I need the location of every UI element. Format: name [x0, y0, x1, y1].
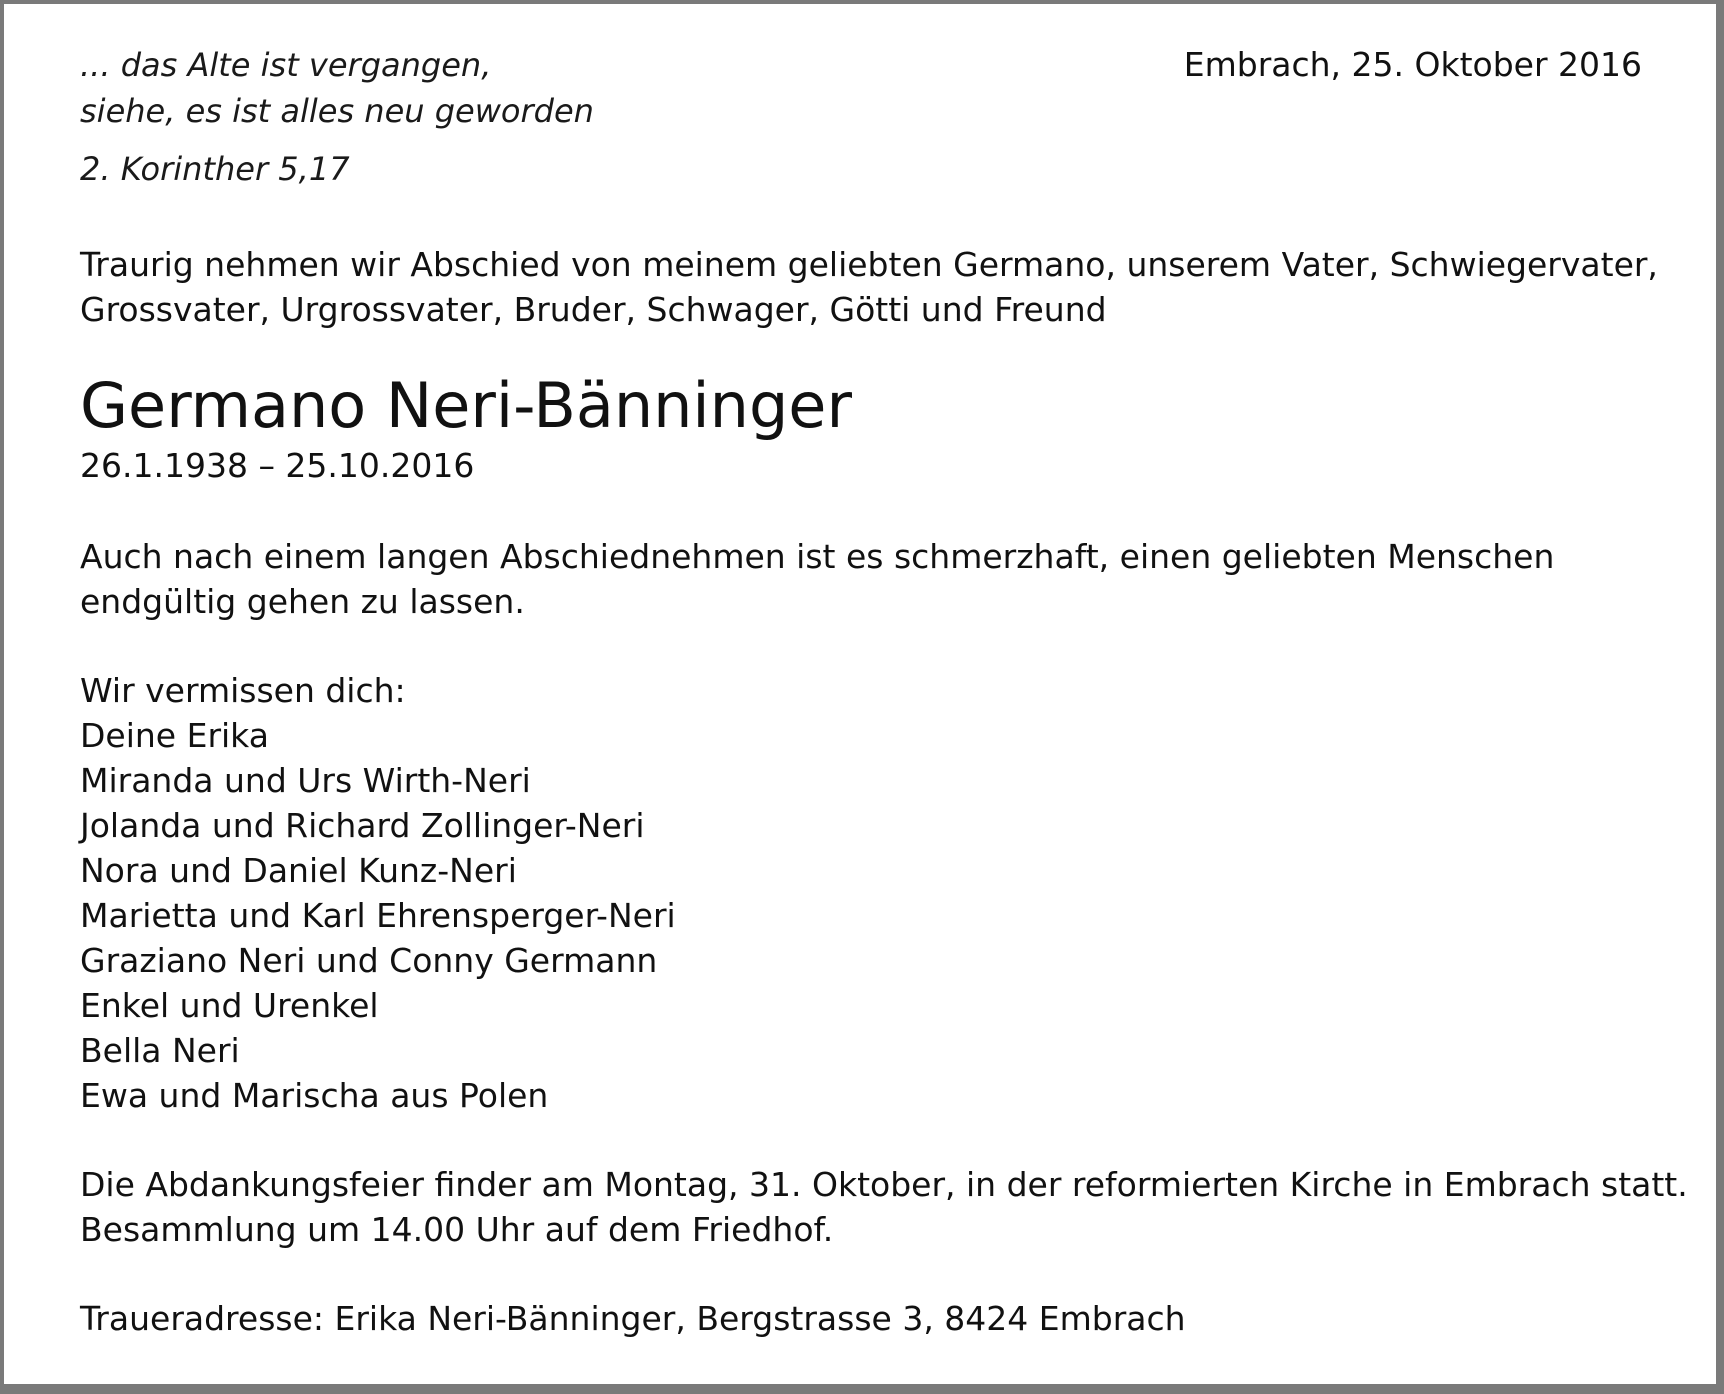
farewell-line-1: Auch nach einem langen Abschiednehmen ist es schmerzhaft, einen geliebten Menschen — [80, 537, 1555, 576]
mourning-address: Traueradresse: Erika Neri-Bänninger, Bergstrasse 3, 8424 Embrach — [80, 1299, 1186, 1338]
farewell-line-2: endgültig gehen zu lassen. — [80, 582, 525, 621]
mourner-name: Enkel und Urenkel — [80, 986, 379, 1025]
intro-paragraph — [80, 242, 1658, 332]
mourners-heading: Wir vermissen dich: — [80, 671, 406, 710]
mourner-name: Bella Neri — [80, 1031, 240, 1070]
header-row — [80, 42, 1646, 192]
life-dates: 26.1.1938 – 25.10.2016 — [80, 446, 475, 485]
intro-line-2: Grossvater, Urgrossvater, Bruder, Schwager, Götti und Freund — [80, 290, 1107, 329]
bible-verse — [80, 42, 594, 192]
mourner-name: Miranda und Urs Wirth-Neri — [80, 761, 531, 800]
ceremony-paragraph — [80, 1162, 1688, 1252]
farewell-paragraph — [80, 534, 1640, 624]
deceased-name: Germano Neri-Bänninger — [80, 369, 852, 442]
ceremony-line-2: Besammlung um 14.00 Uhr auf dem Friedhof. — [80, 1210, 834, 1249]
mourners-list — [80, 668, 1646, 1118]
place-date: Embrach, 25. Oktober 2016 — [1183, 45, 1642, 84]
mourner-name: Jolanda und Richard Zollinger-Neri — [80, 806, 645, 845]
ceremony-line-1: Die Abdankungsfeier finder am Montag, 31. Oktober, in der reformierten Kirche in Embrach statt. — [80, 1165, 1688, 1204]
verse-text — [80, 42, 594, 134]
verse-reference: 2. Korinther 5,17 — [80, 150, 350, 188]
verse-line-1: ... das Alte ist vergangen, — [80, 46, 492, 84]
intro-line-1: Traurig nehmen wir Abschied von meinem geliebten Germano, unserem Vater, Schwiegervater, — [80, 245, 1658, 284]
verse-line-2: siehe, es ist alles neu geworden — [80, 92, 594, 130]
mourner-name: Marietta und Karl Ehrensperger-Neri — [80, 896, 676, 935]
mourner-name: Nora und Daniel Kunz-Neri — [80, 851, 517, 890]
mourner-name: Ewa und Marischa aus Polen — [80, 1076, 549, 1115]
mourner-name: Graziano Neri und Conny Germann — [80, 941, 658, 980]
obituary-content — [80, 42, 1688, 1341]
mourner-name: Deine Erika — [80, 716, 269, 755]
